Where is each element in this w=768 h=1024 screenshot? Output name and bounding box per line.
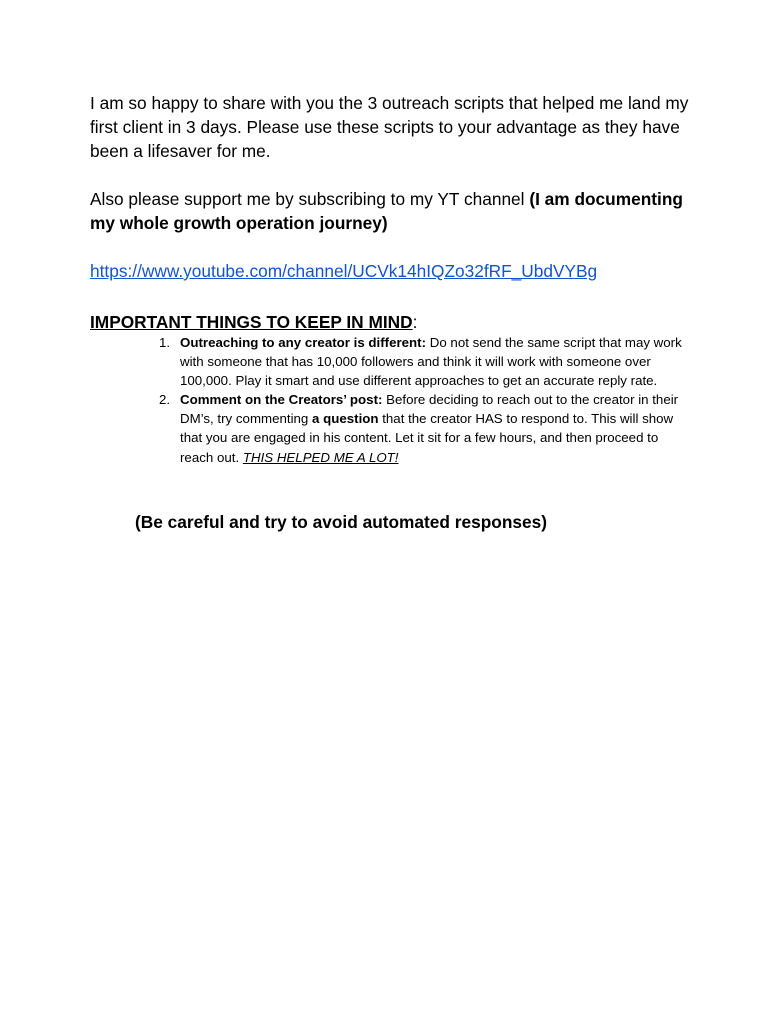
list-item	[150, 333, 690, 390]
list-item	[150, 390, 690, 466]
list-item-text-after: that the creator HAS to respond to. This will show that you are engaged in his content. Let it sit for a few hours, and then proceed to reach out.	[180, 411, 674, 465]
important-heading	[90, 310, 417, 334]
support-text: Also please support me by subscribing to my YT channel	[90, 189, 530, 209]
intro-paragraph	[90, 91, 690, 164]
list-item-emphasis: THIS HELPED ME A LOT!	[242, 449, 399, 465]
list-item-number: 1.	[159, 335, 171, 350]
list-item-bold-lead: Outreaching to any creator is different:	[180, 335, 427, 350]
list-item-text: Do not send the same script that may work with someone that has 10,000 followers and think it will work with someone over 100,000. Play it smart and use different approaches to get an accurate reply rate.	[180, 335, 682, 389]
intro-text: I am so happy to share with you the 3 outreach scripts that helped me land my first client in 3 days. Please use these scripts to your advantage as they have been a lifesaver for me.	[90, 93, 689, 162]
tips-list	[150, 333, 690, 467]
callout-text: (Be careful and try to avoid automated responses)	[135, 512, 547, 532]
list-item-bold-lead: Comment on the Creators’ post:	[180, 392, 383, 408]
youtube-channel-link[interactable]: https://www.youtube.com/channel/UCVk14hIQZo32fRF_UbdVYBg	[90, 261, 598, 281]
important-heading-suffix: :	[412, 312, 418, 332]
support-bold-text: (I am documenting my whole growth operation journey)	[90, 189, 683, 234]
list-item-text-before: Before deciding to reach out to the creator in their DM’s, try commenting	[180, 392, 679, 427]
important-heading-text: IMPORTANT THINGS TO KEEP IN MIND	[90, 312, 413, 332]
list-item-body	[180, 390, 690, 466]
list-item-number: 2.	[159, 392, 171, 408]
list-item-body	[180, 333, 690, 390]
support-paragraph	[90, 187, 690, 235]
list-item-bold-mid: a question	[312, 411, 379, 427]
